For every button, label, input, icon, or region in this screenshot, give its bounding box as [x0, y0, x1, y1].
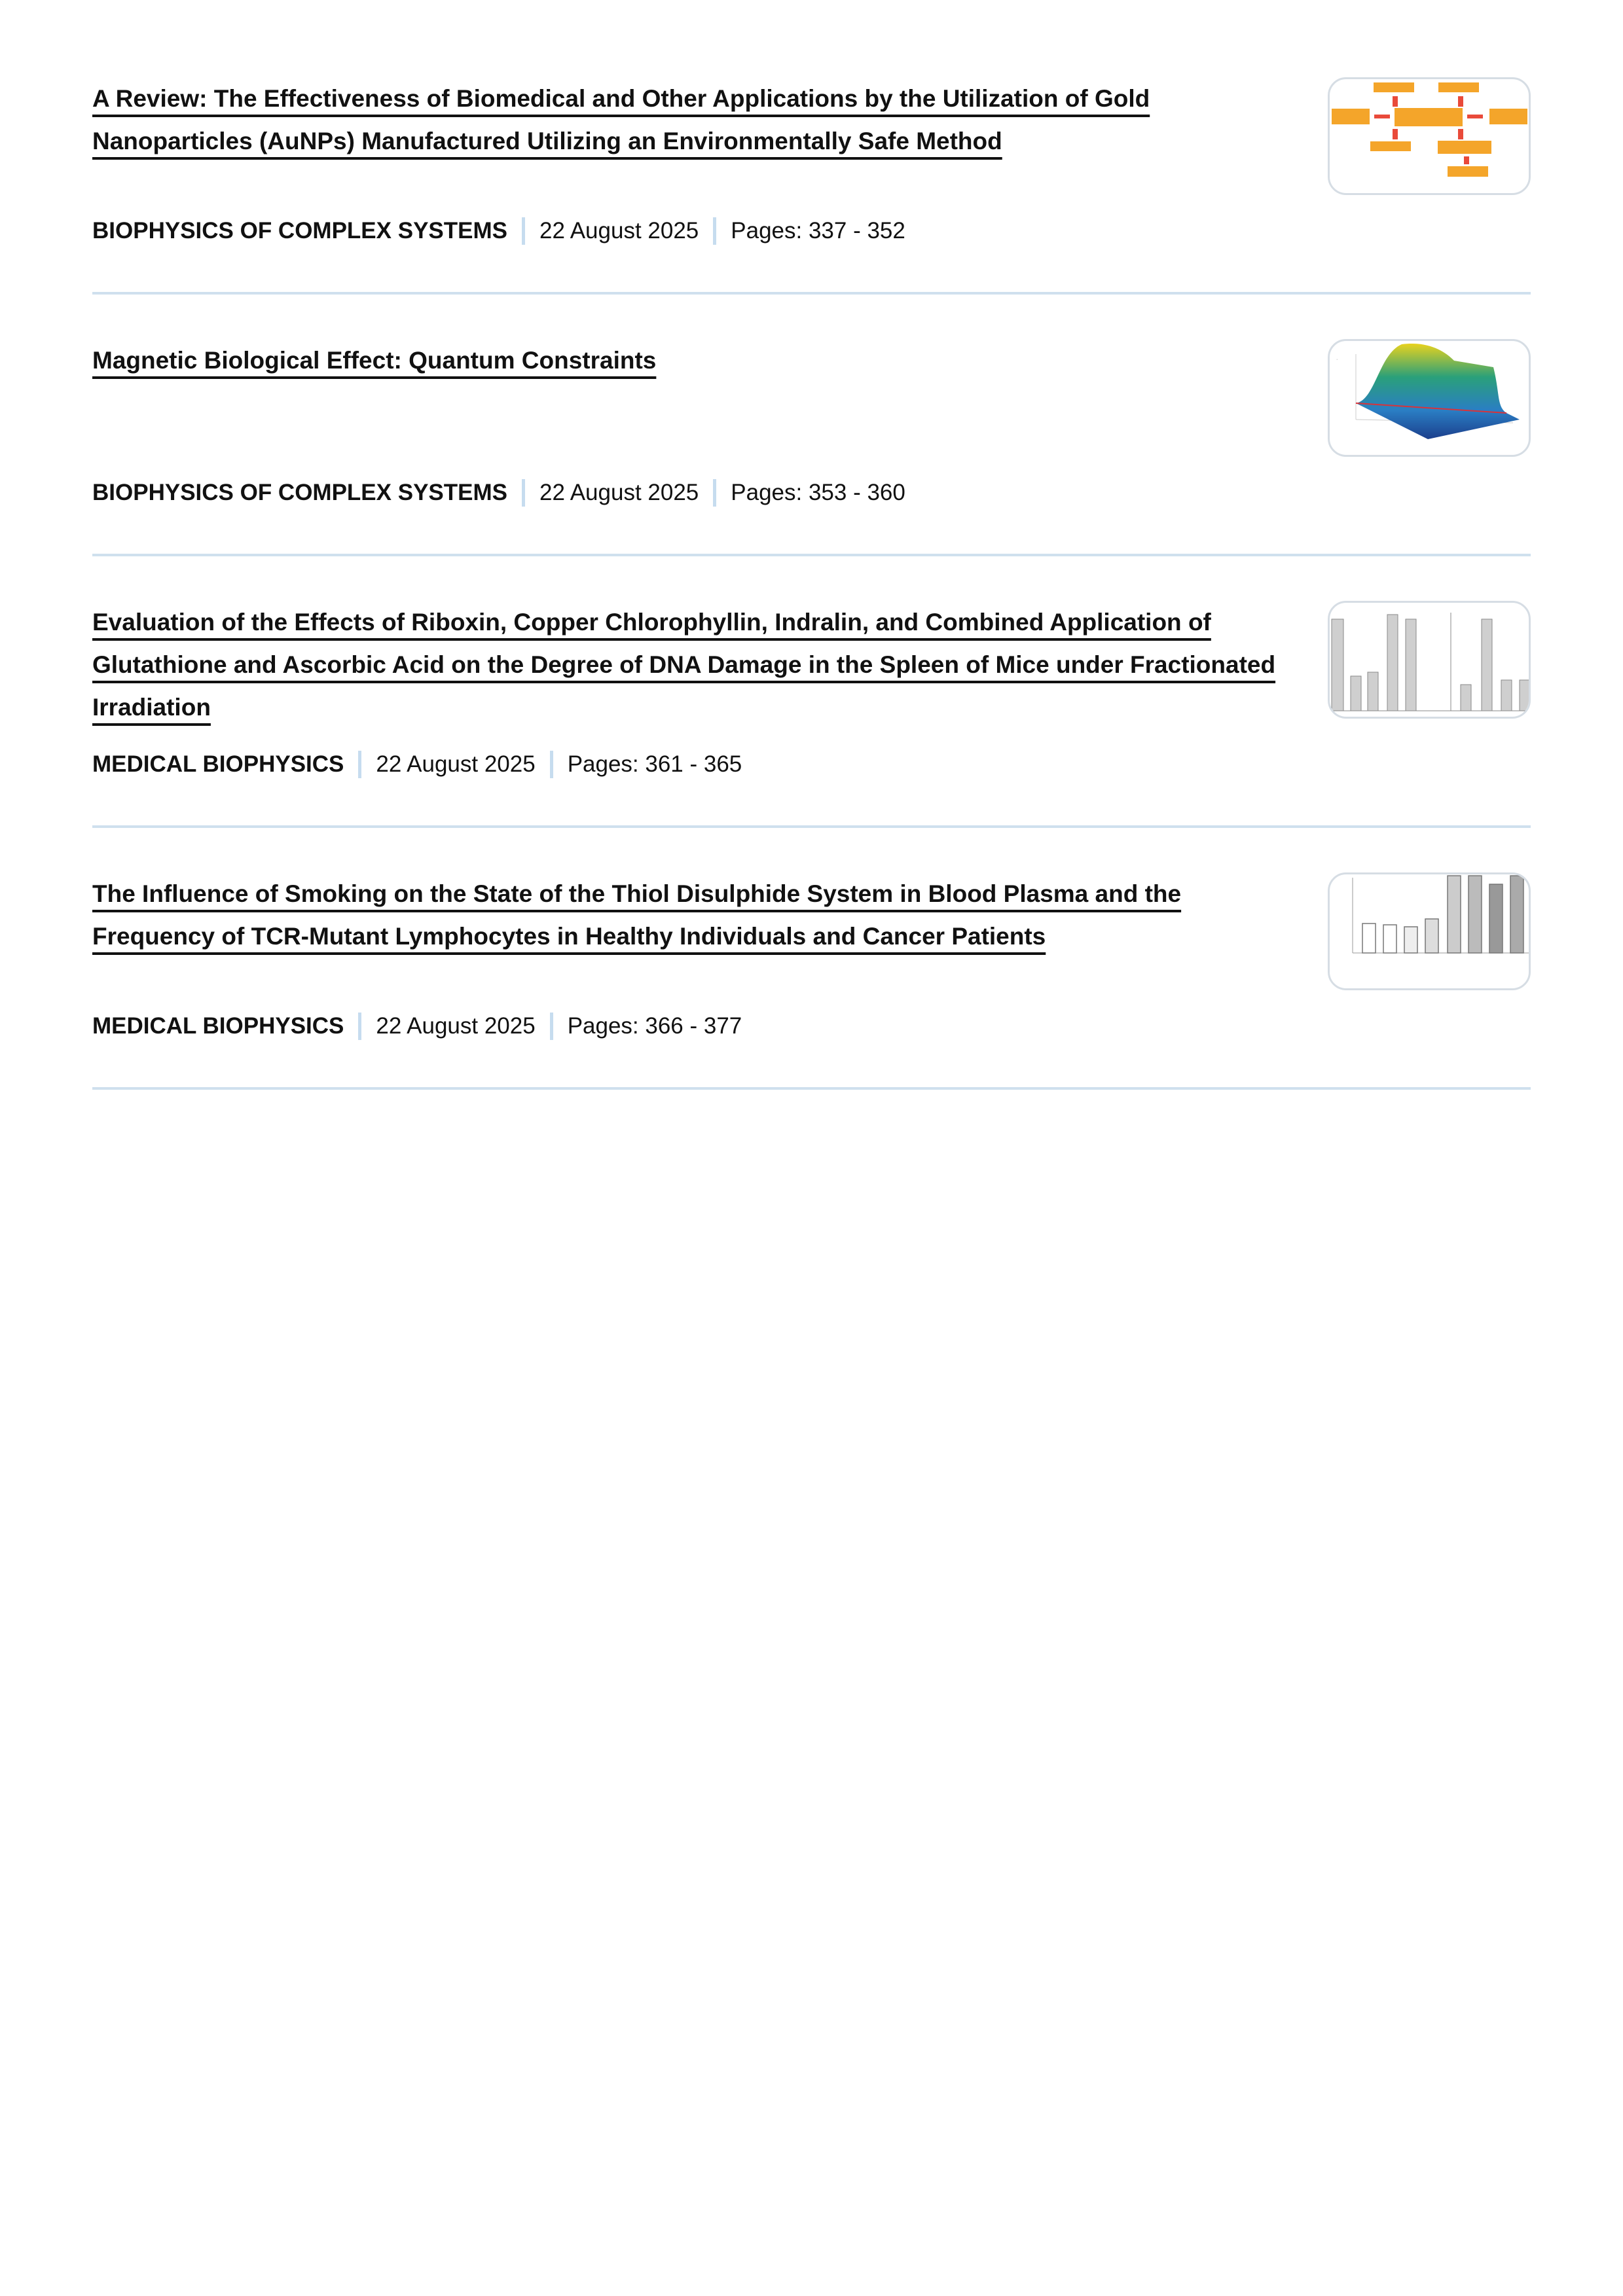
article-thumbnail[interactable]: [1328, 872, 1531, 990]
journal-name[interactable]: BIOPHYSICS OF COMPLEX SYSTEMS: [92, 218, 507, 243]
flow-diagram-image: [1330, 79, 1529, 193]
publication-date: 22 August 2025: [539, 218, 699, 243]
separator: [522, 217, 525, 245]
article-title: [92, 872, 1290, 986]
article-item: [92, 295, 1531, 556]
article-item: [92, 33, 1531, 295]
article-item: [92, 556, 1531, 828]
article-title-link[interactable]: A Review: The Effectiveness of Biomedical and Other Applications by the Utilization of Gold Nanoparticles (AuNPs) Manufactured Utilizing an Environmentally Safe Method: [92, 85, 1150, 154]
article-list: [92, 33, 1531, 1090]
bar-chart-image: [1330, 874, 1529, 988]
journal-name[interactable]: MEDICAL BIOPHYSICS: [92, 751, 344, 777]
publication-date: 22 August 2025: [376, 751, 536, 777]
page-range: Pages: 353 - 360: [731, 480, 905, 505]
separator: [358, 1013, 361, 1040]
article-meta: [92, 479, 1531, 507]
separator: [358, 751, 361, 778]
separator: [522, 479, 525, 507]
surface-plot-image: [1330, 341, 1529, 455]
article-title-link[interactable]: Magnetic Biological Effect: Quantum Constraints: [92, 347, 657, 374]
bar-chart-image: [1330, 603, 1529, 717]
article-title-link[interactable]: The Influence of Smoking on the State of the Thiol Disulphide System in Blood Plasma and the Frequency of TCR-Mutant Lymphocytes in Healthy Individuals and Cancer Patients: [92, 880, 1182, 950]
article-meta: [92, 1013, 1531, 1040]
publication-date: 22 August 2025: [376, 1013, 536, 1039]
article-title: [92, 601, 1290, 728]
separator: [713, 217, 716, 245]
svg-text:·: ·: [1336, 357, 1338, 362]
article-title: [92, 77, 1290, 191]
article-thumbnail[interactable]: [1328, 601, 1531, 719]
article-title: [92, 339, 1290, 453]
journal-name[interactable]: MEDICAL BIOPHYSICS: [92, 1013, 344, 1039]
article-meta: [92, 217, 1531, 245]
publication-date: 22 August 2025: [539, 480, 699, 505]
separator: [713, 479, 716, 507]
journal-name[interactable]: BIOPHYSICS OF COMPLEX SYSTEMS: [92, 480, 507, 505]
separator: [550, 1013, 553, 1040]
page-range: Pages: 361 - 365: [567, 751, 742, 777]
page-range: Pages: 337 - 352: [731, 218, 905, 243]
article-meta: [92, 751, 1531, 778]
article-title-link[interactable]: Evaluation of the Effects of Riboxin, Copper Chlorophyllin, Indralin, and Combined Application of Glutathione and Ascorbic Acid on the Degree of DNA Damage in the Spleen of Mice under Fractionated Irradiation: [92, 609, 1276, 721]
page-range: Pages: 366 - 377: [567, 1013, 742, 1039]
separator: [550, 751, 553, 778]
article-thumbnail[interactable]: [1328, 77, 1531, 195]
article-thumbnail[interactable]: [1328, 339, 1531, 457]
article-item: [92, 828, 1531, 1090]
